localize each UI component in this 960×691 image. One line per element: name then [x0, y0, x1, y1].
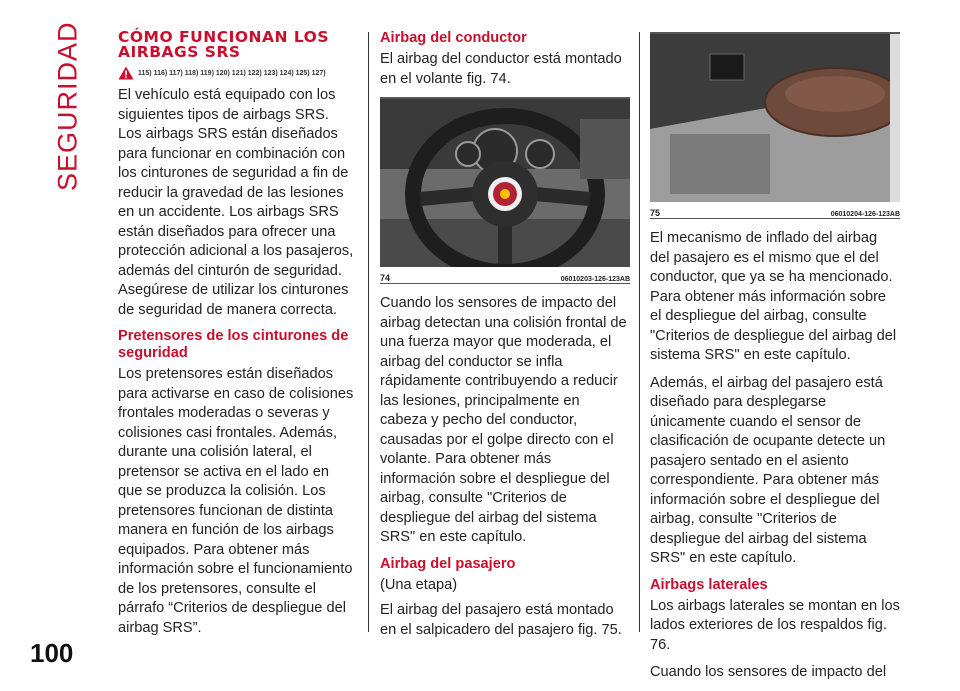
intro-paragraph: El vehículo está equipado con los siguientes tipos de airbags SRS. Los airbags SRS están diseñados para funcionar en combinación con los cinturones de seguridad a fin de reducir la gravedad de las lesiones en un accidente. Los airbags SRS están diseñados para ofrecer una protección adicional a los pasajeros, además del cinturón de seguridad. Asegúrese de utilizar los cinturones de seguridad de manera correcta. [118, 87, 354, 318]
side-airbags-heading: Airbags laterales [650, 576, 768, 593]
page-number: 100 [30, 638, 74, 668]
passenger-airbag-paragraph: El airbag del pasajero está montado en el salpicadero del pasajero fig. 75. [380, 602, 622, 638]
passenger-airbag-note: (Una etapa) [380, 576, 458, 593]
column-2 [380, 30, 630, 648]
warning-refs-text: 115) 116) 117) 118) 119) 120) 121) 122) 123) 124) 125) 127) [138, 69, 326, 77]
figure-75-caption [650, 202, 900, 218]
occupant-classification-paragraph: Además, el airbag del pasajero está diseñado para desplegarse únicamente cuando el sensor de clasificación de ocupante detecte un pasajero sentado en el asiento correspondiente. Para obtener más información sobre el despliegue del airbag, consulte "Criterios de despliegue del airbag del sistema SRS" en este capítulo. [650, 374, 886, 566]
column-3 [650, 30, 900, 691]
section-side-label: SEGURIDAD [52, 21, 83, 191]
figure-code: 06010204-126-123AB [830, 211, 900, 218]
dashboard-airbag-photo-icon [650, 34, 900, 202]
figure-74-caption [380, 267, 630, 283]
pretensioners-paragraph: Los pretensores están diseñados para activarse en caso de colisiones frontales moderadas o severas y colisiones casi frontales. Además, durante una colisión lateral, el pretensor se activa en el lado en que se produzca la colisión. Los pretensores funcionan de distinta manera en función de los airbags equipados. Para obtener más información sobre el funcionamiento de los pretensores, consulte el párrafo “Criterios de despliegue del airbag SRS”. [118, 366, 354, 636]
figure-code: 06010203-126-123AB [560, 276, 630, 283]
driver-airbag-paragraph: Cuando los sensores de impacto del airbag detectan una colisión frontal de una fuerza mayor que moderada, el airbag del conductor se infla rápidamente contribuyendo a reducir las lesiones, principalmente en cabeza y pecho del conductor, causadas por el golpe directo con el volante. Para obtener más información sobre el despliegue del airbag, consulte "Criterios de despliegue del airbag del sistema SRS" en este capítulo. [380, 295, 627, 545]
section-title [118, 30, 356, 60]
side-airbags-paragraph: Los airbags laterales se montan en los lados exteriores de los respaldos fig. 76. [650, 597, 900, 653]
steering-wheel-photo-icon [380, 99, 630, 267]
passenger-mechanism-paragraph: El mecanismo de inflado del airbag del pasajero es el mismo que el del conductor, que ya se ha mencionado. Para obtener más información sobre el despliegue del airbag, consulte "Criterios de despliegue del airbag del sistema SRS" en este capítulo. [650, 230, 897, 363]
side-airbags-paragraph-continued: Cuando los sensores de impacto del [650, 664, 887, 680]
pretensioners-heading: Pretensores de los cinturones de seguridad [118, 328, 349, 361]
figure-number: 75 [650, 208, 661, 218]
figure-74 [380, 97, 630, 284]
column-1 [118, 30, 356, 646]
figure-number: 74 [380, 273, 391, 283]
column-divider [368, 32, 369, 632]
warning-references [118, 66, 356, 80]
passenger-airbag-heading: Airbag del pasajero [380, 555, 516, 572]
section-title-line1: CÓMO FUNCIONAN LOS [118, 28, 330, 46]
figure-75 [650, 32, 900, 219]
driver-airbag-intro: El airbag del conductor está montado en el volante fig. 74. [380, 51, 622, 87]
driver-airbag-heading: Airbag del conductor [380, 30, 527, 46]
warning-triangle-icon [118, 66, 134, 80]
section-title-line2: AIRBAGS SRS [118, 43, 241, 61]
column-divider [639, 32, 640, 632]
